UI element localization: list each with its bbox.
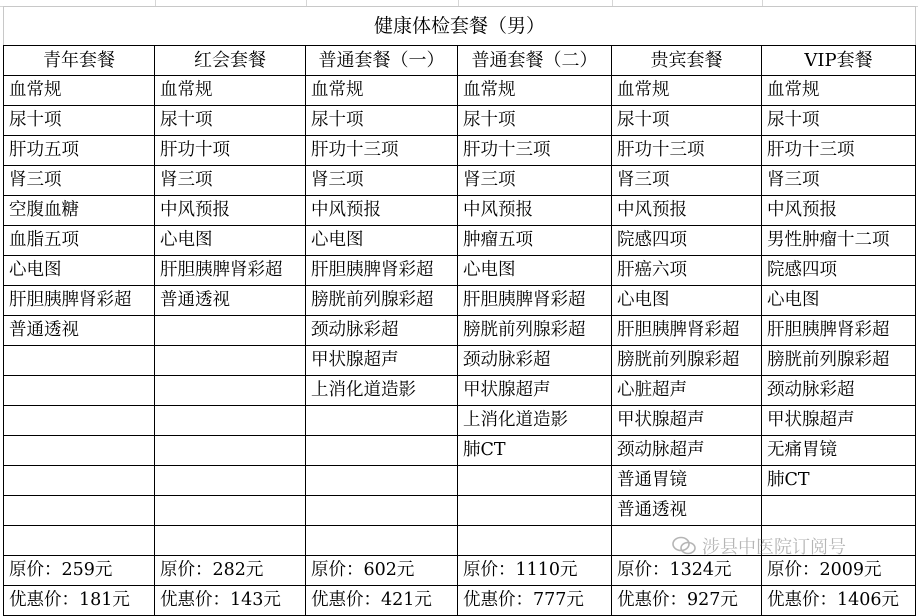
package-name: 普通套餐（一） — [306, 46, 458, 76]
table-row — [4, 196, 916, 226]
table-cell: 颈动脉彩超 — [306, 316, 458, 346]
table-cell — [762, 496, 916, 526]
table-cell: 颈动脉彩超 — [458, 346, 612, 376]
table-cell — [155, 346, 306, 376]
table-cell: 肺CT — [762, 466, 916, 496]
table-cell: 中风预报 — [155, 196, 306, 226]
package-name: VIP套餐 — [762, 46, 916, 76]
table-cell — [306, 526, 458, 556]
table-cell: 无痛胃镜 — [762, 436, 916, 466]
table-cell: 甲状腺超声 — [306, 346, 458, 376]
table-row — [4, 106, 916, 136]
discount-price: 优惠价：143元 — [155, 586, 306, 616]
table-cell — [155, 376, 306, 406]
table-cell: 空腹血糖 — [4, 196, 155, 226]
table-cell: 心电图 — [762, 286, 916, 316]
table-cell: 肝胆胰脾肾彩超 — [612, 316, 762, 346]
table-cell: 甲状腺超声 — [458, 376, 612, 406]
original-price: 原价：602元 — [306, 556, 458, 586]
table-cell: 肿瘤五项 — [458, 226, 612, 256]
original-price: 原价：1110元 — [458, 556, 612, 586]
table-row — [4, 136, 916, 166]
health-package-table — [3, 6, 916, 616]
table-cell — [306, 406, 458, 436]
table-cell: 血常规 — [306, 76, 458, 106]
package-name: 红会套餐 — [155, 46, 306, 76]
table-cell — [4, 376, 155, 406]
table-cell: 肝功十三项 — [762, 136, 916, 166]
table-row — [4, 76, 916, 106]
table-cell — [458, 526, 612, 556]
original-price: 原价：1324元 — [612, 556, 762, 586]
original-price: 原价：282元 — [155, 556, 306, 586]
package-name: 青年套餐 — [4, 46, 155, 76]
table-cell — [306, 466, 458, 496]
table-cell: 肾三项 — [155, 166, 306, 196]
table-cell: 心电图 — [306, 226, 458, 256]
table-row — [4, 496, 916, 526]
table-cell: 尿十项 — [4, 106, 155, 136]
table-cell: 血常规 — [4, 76, 155, 106]
table-cell: 心电图 — [155, 226, 306, 256]
table-cell: 颈动脉超声 — [612, 436, 762, 466]
table-cell: 上消化道造影 — [306, 376, 458, 406]
table-cell: 血脂五项 — [4, 226, 155, 256]
table-cell: 普通透视 — [155, 286, 306, 316]
table-cell — [4, 346, 155, 376]
table-cell: 肝功五项 — [4, 136, 155, 166]
table-cell — [155, 316, 306, 346]
package-header-row — [4, 46, 916, 76]
table-cell: 肾三项 — [306, 166, 458, 196]
table-row — [4, 226, 916, 256]
package-name: 贵宾套餐 — [612, 46, 762, 76]
watermark-text: 涉县中医院订阅号 — [702, 537, 846, 558]
table-cell: 肝功十三项 — [306, 136, 458, 166]
table-cell — [762, 526, 916, 556]
table-cell — [4, 406, 155, 436]
table-cell: 心电图 — [4, 256, 155, 286]
table-cell: 尿十项 — [458, 106, 612, 136]
original-price: 原价：2009元 — [762, 556, 916, 586]
table-cell: 心电图 — [612, 286, 762, 316]
table-row — [4, 316, 916, 346]
table-cell: 血常规 — [458, 76, 612, 106]
table-cell: 中风预报 — [762, 196, 916, 226]
table-cell: 院感四项 — [612, 226, 762, 256]
table-cell: 尿十项 — [612, 106, 762, 136]
table-row — [4, 286, 916, 316]
table-row — [4, 406, 916, 436]
discount-price-row — [4, 586, 916, 616]
table-cell: 血常规 — [155, 76, 306, 106]
table-title: 健康体检套餐（男） — [4, 7, 916, 46]
discount-price: 优惠价：927元 — [612, 586, 762, 616]
table-cell: 颈动脉彩超 — [762, 376, 916, 406]
table-cell: 甲状腺超声 — [762, 406, 916, 436]
table-row — [4, 256, 916, 286]
table-cell — [4, 466, 155, 496]
table-cell: 中风预报 — [306, 196, 458, 226]
table-cell: 肝癌六项 — [612, 256, 762, 286]
table-cell: 膀胱前列腺彩超 — [762, 346, 916, 376]
table-cell: 血常规 — [762, 76, 916, 106]
table-cell: 肾三项 — [762, 166, 916, 196]
original-price-row — [4, 556, 916, 586]
table-cell: 肾三项 — [4, 166, 155, 196]
original-price: 原价：259元 — [4, 556, 155, 586]
table-cell: 尿十项 — [155, 106, 306, 136]
table-cell: 膀胱前列腺彩超 — [306, 286, 458, 316]
table-cell: 甲状腺超声 — [612, 406, 762, 436]
table-cell: 肝胆胰脾肾彩超 — [4, 286, 155, 316]
discount-price: 优惠价：181元 — [4, 586, 155, 616]
table-cell: 尿十项 — [306, 106, 458, 136]
table-cell: 肝功十项 — [155, 136, 306, 166]
table-cell: 肝胆胰脾肾彩超 — [458, 286, 612, 316]
table-cell: 院感四项 — [762, 256, 916, 286]
table-row — [4, 166, 916, 196]
table-cell: 膀胱前列腺彩超 — [458, 316, 612, 346]
table-title-row — [4, 7, 916, 46]
table-cell: 上消化道造影 — [458, 406, 612, 436]
table-cell: 肾三项 — [612, 166, 762, 196]
table-cell: 血常规 — [612, 76, 762, 106]
table-cell: 肝胆胰脾肾彩超 — [306, 256, 458, 286]
table-cell: 中风预报 — [612, 196, 762, 226]
table-row — [4, 376, 916, 406]
table-cell: 肾三项 — [458, 166, 612, 196]
table-cell — [306, 496, 458, 526]
table-cell: 肝功十三项 — [458, 136, 612, 166]
table-cell — [155, 466, 306, 496]
table-cell — [155, 526, 306, 556]
table-cell: 尿十项 — [762, 106, 916, 136]
table-cell — [155, 436, 306, 466]
table-cell: 肝功十三项 — [612, 136, 762, 166]
table-cell — [458, 466, 612, 496]
table-cell — [4, 496, 155, 526]
table-cell — [612, 526, 762, 556]
table-cell: 普通胃镜 — [612, 466, 762, 496]
discount-price: 优惠价：421元 — [306, 586, 458, 616]
table-cell: 心脏超声 — [612, 376, 762, 406]
table-cell: 肺CT — [458, 436, 612, 466]
table-row — [4, 436, 916, 466]
table-cell — [306, 436, 458, 466]
table-cell — [4, 436, 155, 466]
table-row — [4, 346, 916, 376]
table-cell — [458, 496, 612, 526]
table-row — [4, 466, 916, 496]
table-cell — [4, 526, 155, 556]
table-cell: 心电图 — [458, 256, 612, 286]
table-cell: 男性肿瘤十二项 — [762, 226, 916, 256]
table-cell: 肝胆胰脾肾彩超 — [155, 256, 306, 286]
discount-price: 优惠价：777元 — [458, 586, 612, 616]
table-cell: 中风预报 — [458, 196, 612, 226]
table-cell — [155, 406, 306, 436]
table-cell: 普通透视 — [612, 496, 762, 526]
package-name: 普通套餐（二） — [458, 46, 612, 76]
table-cell: 肝胆胰脾肾彩超 — [762, 316, 916, 346]
discount-price: 优惠价：1406元 — [762, 586, 916, 616]
table-row — [4, 526, 916, 556]
table-cell: 膀胱前列腺彩超 — [612, 346, 762, 376]
table-cell — [155, 496, 306, 526]
table-cell: 普通透视 — [4, 316, 155, 346]
